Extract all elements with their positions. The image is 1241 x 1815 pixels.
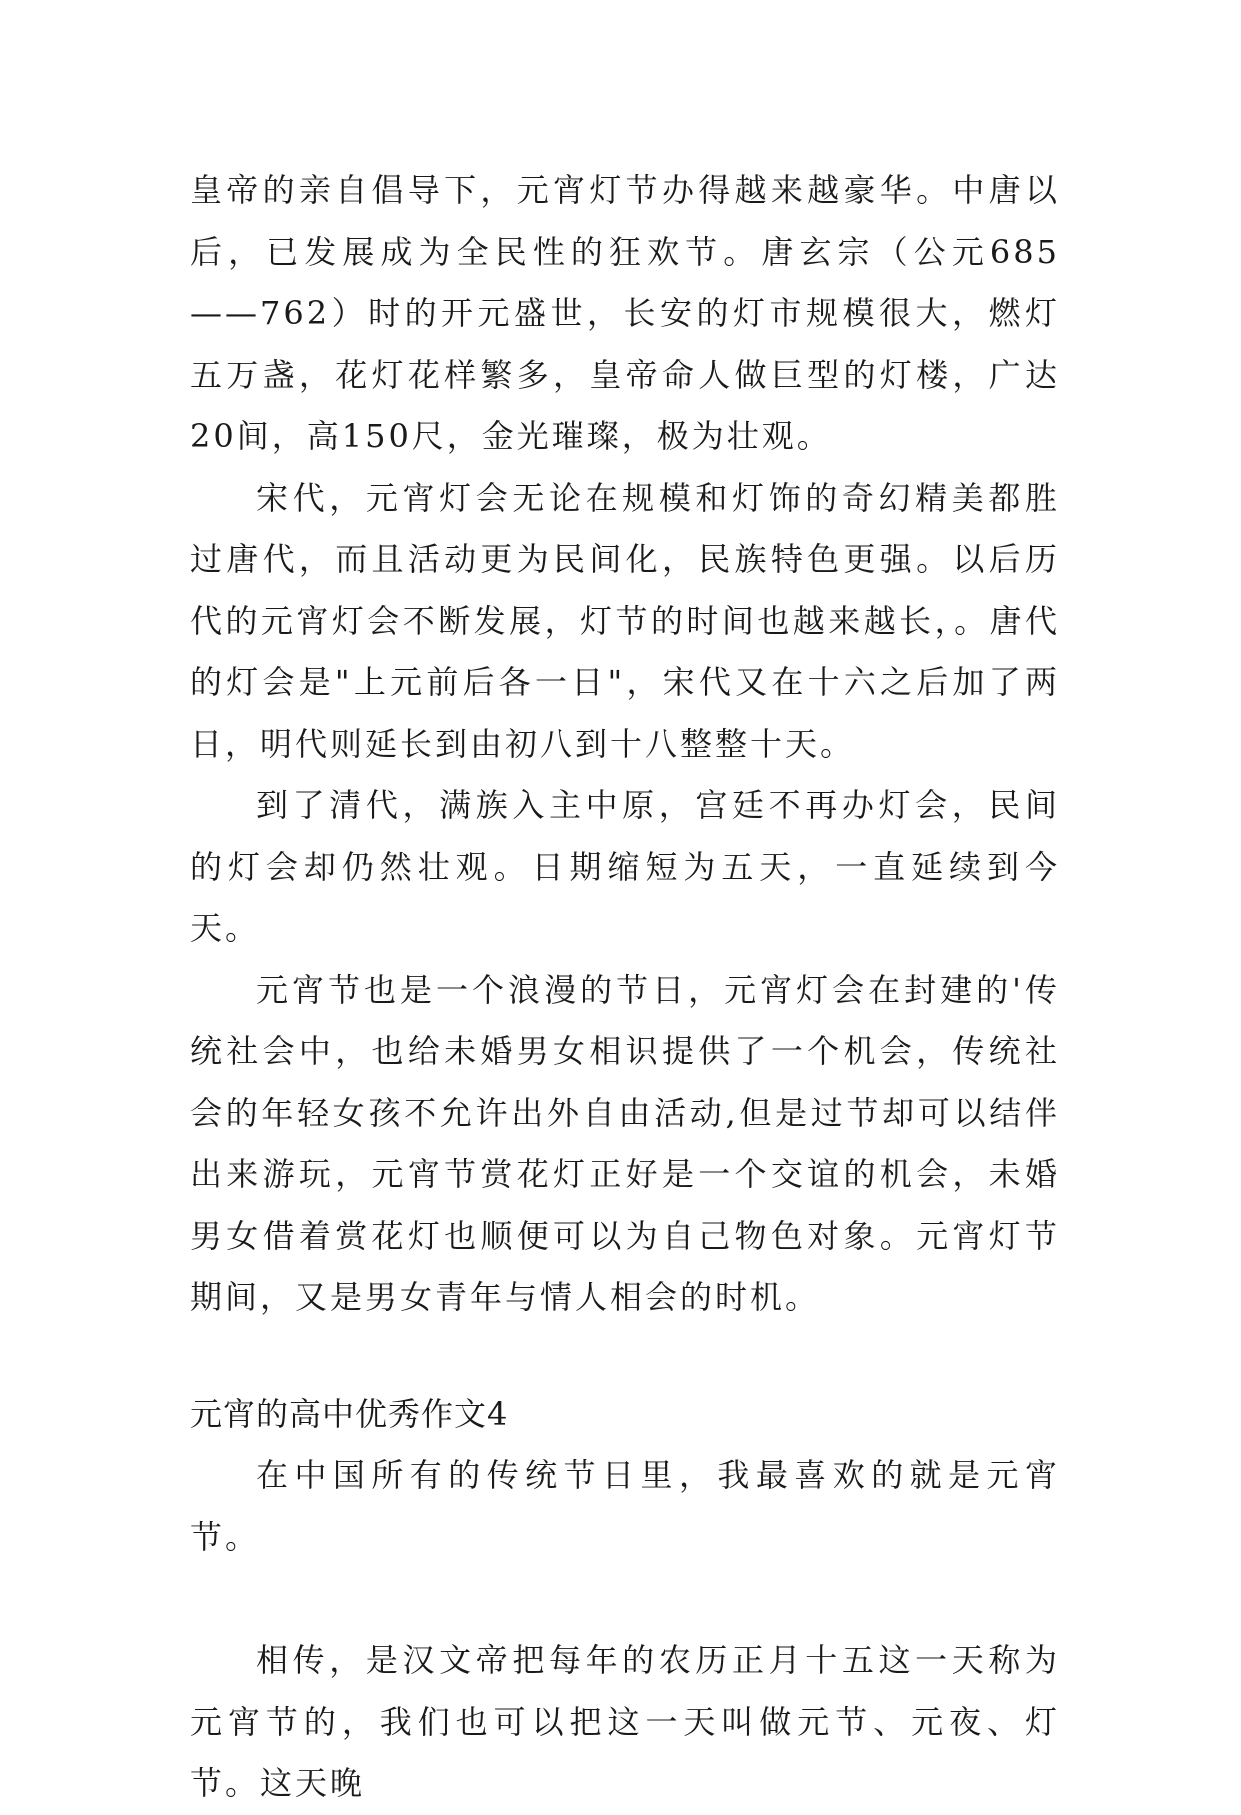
paragraph-legend: 相传，是汉文帝把每年的农历正月十五这一天称为元宵节的，我们也可以把这一天叫做元节、元夜、灯节。这天晚 xyxy=(190,1641,1060,1802)
paragraph-song-dynasty: 宋代，元宵灯会无论在规模和灯饰的奇幻精美都胜过唐代，而且活动更为民间化，民族特色更强。以后历代的元宵灯会不断发展，灯节的时间也越来越长，。唐代的灯会是"上元前后各一日"，宋代又在十六之后加了两日，明代则延长到由初八到十八整整十天。 xyxy=(190,478,1060,763)
paragraph-favorite-festival: 在中国所有的传统节日里，我最喜欢的就是元宵节。 xyxy=(190,1456,1060,1556)
paragraph-romantic-festival: 元宵节也是一个浪漫的节日，元宵灯会在封建的'传统社会中，也给未婚男女相识提供了一个机会，传统社会的年轻女孩不允许出外自由活动,但是过节却可以结伴出来游玩，元宵节赏花灯正好是一个交谊的机会，未婚男女借着赏花灯也顺便可以为自己物色对象。元宵灯节期间，又是男女青年与情人相会的时机。 xyxy=(190,970,1060,1316)
spacer xyxy=(190,1329,1060,1384)
spacer xyxy=(190,1568,1060,1630)
paragraph-tang-dynasty: 皇帝的亲自倡导下，元宵灯节办得越来越豪华。中唐以后，已发展成为全民性的狂欢节。唐玄宗（公元685——762）时的开元盛世，长安的灯市规模很大，燃灯五万盏，花灯花样繁多，皇帝命人做巨型的灯楼，广达20间，高150尺，金光璀璨，极为壮观。 xyxy=(190,171,1060,455)
paragraph-qing-dynasty: 到了清代，满族入主中原，宫廷不再办灯会，民间的灯会却仍然壮观。日期缩短为五天，一直延续到今天。 xyxy=(190,786,1060,947)
section-title: 元宵的高中优秀作文4 xyxy=(190,1394,509,1433)
document-body xyxy=(190,160,1060,1815)
